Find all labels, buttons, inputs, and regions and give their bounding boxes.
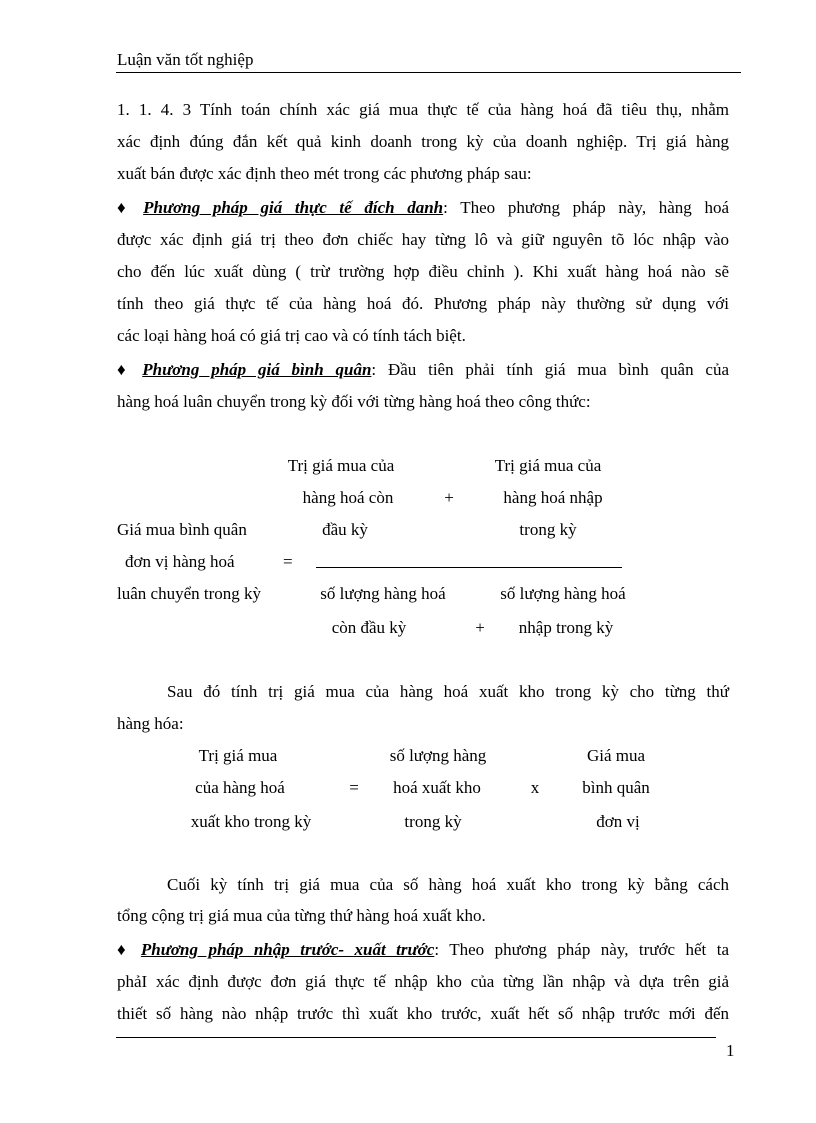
method1-line-5: các loại hàng hoá có giá trị cao và có tính tách biệt. (117, 326, 466, 345)
formula1-num-a-line-2: hàng hoá còn (302, 488, 394, 507)
method1-line-1 (117, 198, 729, 218)
method1-line-2: được xác định giá trị theo đơn chiếc hay từng lô và giữ nguyên tõ lóc nhập vào (117, 230, 729, 249)
formula2-col1-line-1: Trị giá mua (198, 746, 278, 765)
method1-term: Phương pháp giá thực tế đích danh (143, 198, 444, 217)
end-period-line-2: tổng cộng trị giá mua của từng thứ hàng hoá xuất kho. (117, 906, 486, 925)
method2-term: Phương pháp giá bình quân (142, 360, 372, 379)
page-header-title: Luận văn tốt nghiệp (117, 50, 254, 69)
formula1-left-line-2: đơn vị hàng hoá (125, 552, 235, 571)
method2-line-1 (117, 360, 729, 380)
formula1-num-b-line-2: hàng hoá nhập (503, 488, 603, 507)
formula2-col2-line-3: trong kỳ (404, 812, 462, 831)
formula2-col3-line-3: đơn vị (596, 812, 640, 831)
method2-line-1-rest: : Đầu tiên phải tính giá mua bình quân của (371, 360, 729, 379)
formula1-num-b-line-1: Trị giá mua của (494, 456, 602, 475)
method3-line-2: phảI xác định được đơn giá thực tế nhập kho của từng lần nhập và dựa trên giả (117, 972, 729, 991)
formula1-num-b-line-3: trong kỳ (519, 520, 577, 539)
end-period-line-1: Cuối kỳ tính trị giá mua của số hàng hoá xuất kho trong kỳ bằng cách (167, 875, 729, 894)
formula2-col1-line-2: của hàng hoá (195, 778, 285, 797)
bullet-icon: ♦ (117, 940, 132, 959)
method3-line-1 (117, 940, 729, 960)
intro-line-2: xác định đúng đắn kết quả kinh doanh trong kỳ của doanh nghiệp. Trị giá hàng (117, 132, 729, 151)
formula2-col2-line-1: số lượng hàng (389, 746, 487, 765)
formula2-col2-line-2: hoá xuất kho (393, 778, 481, 797)
method3-line-1-rest: : Theo phương pháp này, trước hết ta (434, 940, 729, 959)
page-number: 1 (726, 1041, 735, 1060)
formula2-times: x (530, 778, 540, 797)
method1-line-3: cho đến lúc xuất dùng ( trừ trường hợp điều chỉnh ). Khi xuất hàng hoá nào sẽ (117, 262, 729, 281)
formula1-fraction-bar (316, 567, 622, 568)
formula1-plus: + (444, 488, 454, 507)
formula1-den-b-line-1: số lượng hàng hoá (500, 584, 626, 603)
formula1-den-b-line-2: nhập trong kỳ (518, 618, 614, 637)
formula1-num-a-line-1: Trị giá mua của (287, 456, 395, 475)
formula1-equals: = (283, 552, 293, 571)
formula1-den-a-line-1: số lượng hàng hoá (320, 584, 446, 603)
intro-line-3: xuất bán được xác định theo mét trong các phương pháp sau: (117, 164, 532, 183)
header-rule (116, 72, 741, 73)
formula1-left-line-1: Giá mua bình quân (117, 520, 247, 539)
formula2-equals: = (349, 778, 359, 797)
footer-rule (116, 1037, 716, 1038)
formula2-col3-line-1: Giá mua (586, 746, 646, 765)
method1-line-4: tính theo giá thực tế của hàng hoá đó. Phương pháp này thường sử dụng với (117, 294, 729, 313)
after-avg-line-2: hàng hóa: (117, 714, 184, 733)
method3-term: Phương pháp nhập trước- xuất trước (140, 940, 435, 959)
formula1-den-plus: + (475, 618, 485, 637)
bullet-icon: ♦ (117, 198, 135, 217)
after-avg-line-1: Sau đó tính trị giá mua của hàng hoá xuất kho trong kỳ cho từng thứ (167, 682, 729, 701)
formula1-den-a-line-2: còn đầu kỳ (331, 618, 407, 637)
formula1-left-line-3: luân chuyển trong kỳ (117, 584, 261, 603)
method1-line-1-rest: : Theo phương pháp này, hàng hoá (443, 198, 729, 217)
formula2-col1-line-3: xuất kho trong kỳ (190, 812, 312, 831)
method3-line-3: thiết số hàng nào nhập trước thì xuất kho trước, xuất hết số nhập trước mới đến (117, 1004, 729, 1023)
formula2-col3-line-2: bình quân (582, 778, 650, 797)
formula1-num-a-line-3: đầu kỳ (322, 520, 368, 539)
bullet-icon: ♦ (117, 360, 134, 379)
intro-line-1: 1. 1. 4. 3 Tính toán chính xác giá mua thực tế của hàng hoá đã tiêu thụ, nhằm (117, 100, 729, 119)
method2-line-2: hàng hoá luân chuyển trong kỳ đối với từng hàng hoá theo công thức: (117, 392, 591, 411)
